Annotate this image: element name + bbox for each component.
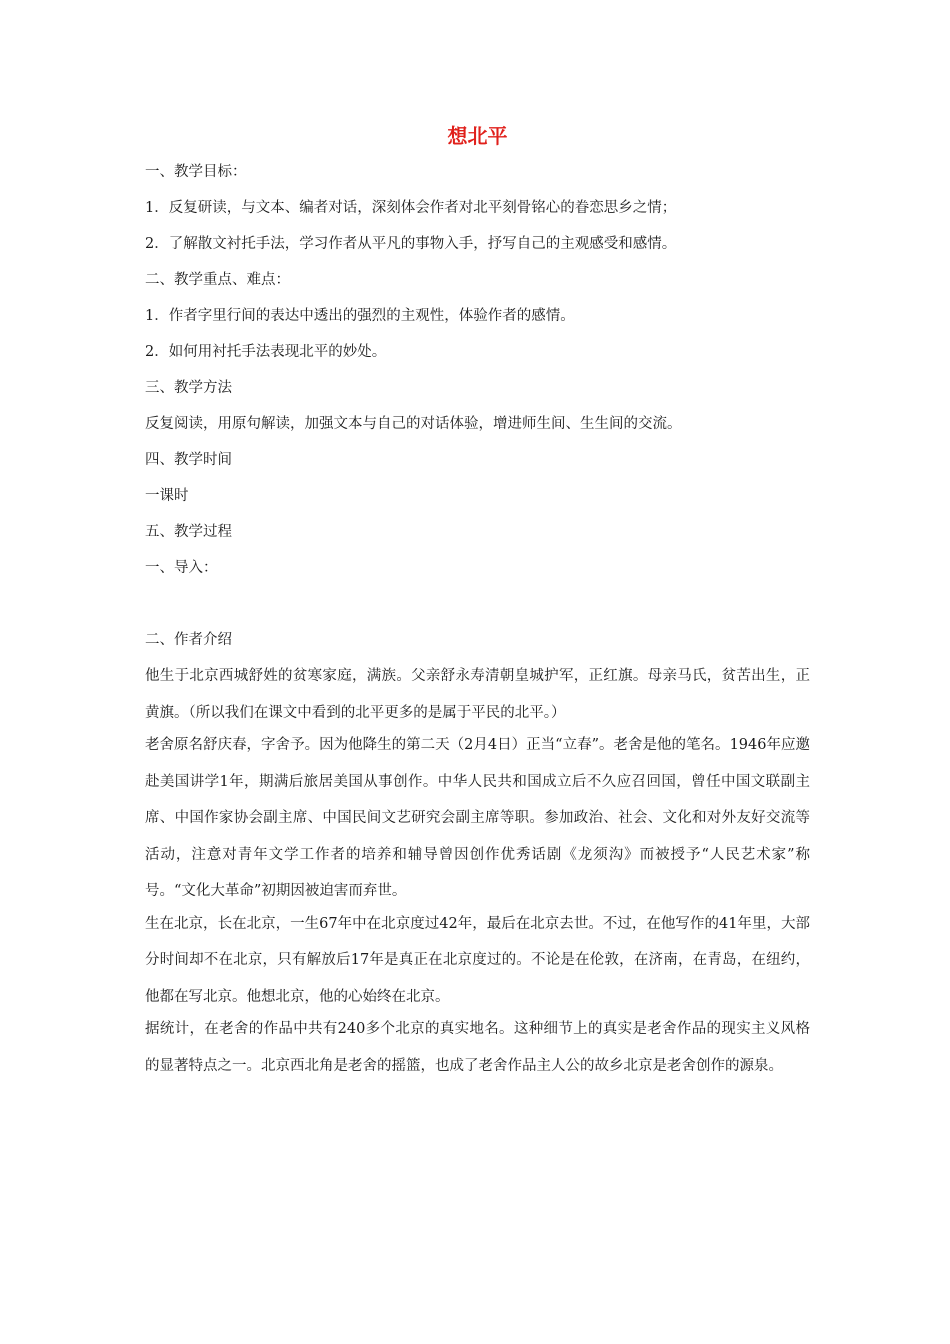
goal-item-1: 1．反复研读，与文本、编者对话，深刻体会作者对北平刻骨铭心的眷恋思乡之情； xyxy=(145,200,677,216)
key-point-1: 1．作者字里行间的表达中透出的强烈的主观性，体验作者的感情。 xyxy=(145,308,575,324)
heading-teaching-time: 四、教学时间 xyxy=(145,452,232,468)
author-paragraph-biography: 老舍原名舒庆春，字舍予。因为他降生的第二天（2月4日）正当“立春”。老舍是他的笔名。1946年应邀赴美国讲学1年，期满后旅居美国从事创作。中华人民共和国成立后不久应召回国，曾任中国文联副主席、中国作家协会副主席、中国民间文艺研究会副主席等职。参加政治、社会、文化和对外友好交流等活动，注意对青年文学工作者的培养和辅导曾因创作优秀话剧《龙须沟》而被授予“人民艺术家”称号。“文化大革命”初期因被迫害而弃世。 xyxy=(145,737,810,899)
teaching-method-text: 反复阅读，用原句解读，加强文本与自己的对话体验，增进师生间、生生间的交流。 xyxy=(145,416,682,432)
goal-item-2: 2．了解散文衬托手法，学习作者从平凡的事物入手，抒写自己的主观感受和感情。 xyxy=(145,236,677,252)
subheading-introduction: 一、导入： xyxy=(145,560,218,576)
subheading-author-intro: 二、作者介绍 xyxy=(145,632,232,648)
heading-teaching-method: 三、教学方法 xyxy=(145,380,232,396)
heading-key-points: 二、教学重点、难点： xyxy=(145,272,290,288)
teaching-time-text: 一课时 xyxy=(145,488,189,504)
key-point-2: 2．如何用衬托手法表现北平的妙处。 xyxy=(145,344,387,360)
heading-teaching-goals: 一、教学目标： xyxy=(145,164,247,180)
heading-teaching-process: 五、教学过程 xyxy=(145,524,232,540)
document-title: 想北平 xyxy=(447,124,508,148)
author-paragraph-beijing: 生在北京，长在北京，一生67年中在北京度过42年，最后在北京去世。不过，在他写作的41年里，大部分时间却不在北京，只有解放后17年是真正在北京度过的。不论是在伦敦，在济南，在青岛，在纽约，他都在写北京。他想北京，他的心始终在北京。 xyxy=(145,915,810,1005)
document-content xyxy=(145,118,810,1084)
blank-gap xyxy=(145,586,810,622)
author-paragraph-statistics: 据统计，在老舍的作品中共有240多个北京的真实地名。这种细节上的真实是老舍作品的现实主义风格的显著特点之一。北京西北角是老舍的摇篮，也成了老舍作品主人公的故乡北京是老舍创作的源泉。 xyxy=(145,1021,810,1074)
author-paragraph-family: 他生于北京西城舒姓的贫寒家庭，满族。父亲舒永寿清朝皇城护军，正红旗。母亲马氏，贫苦出生，正黄旗。（所以我们在课文中看到的北平更多的是属于平民的北平。） xyxy=(145,668,810,721)
